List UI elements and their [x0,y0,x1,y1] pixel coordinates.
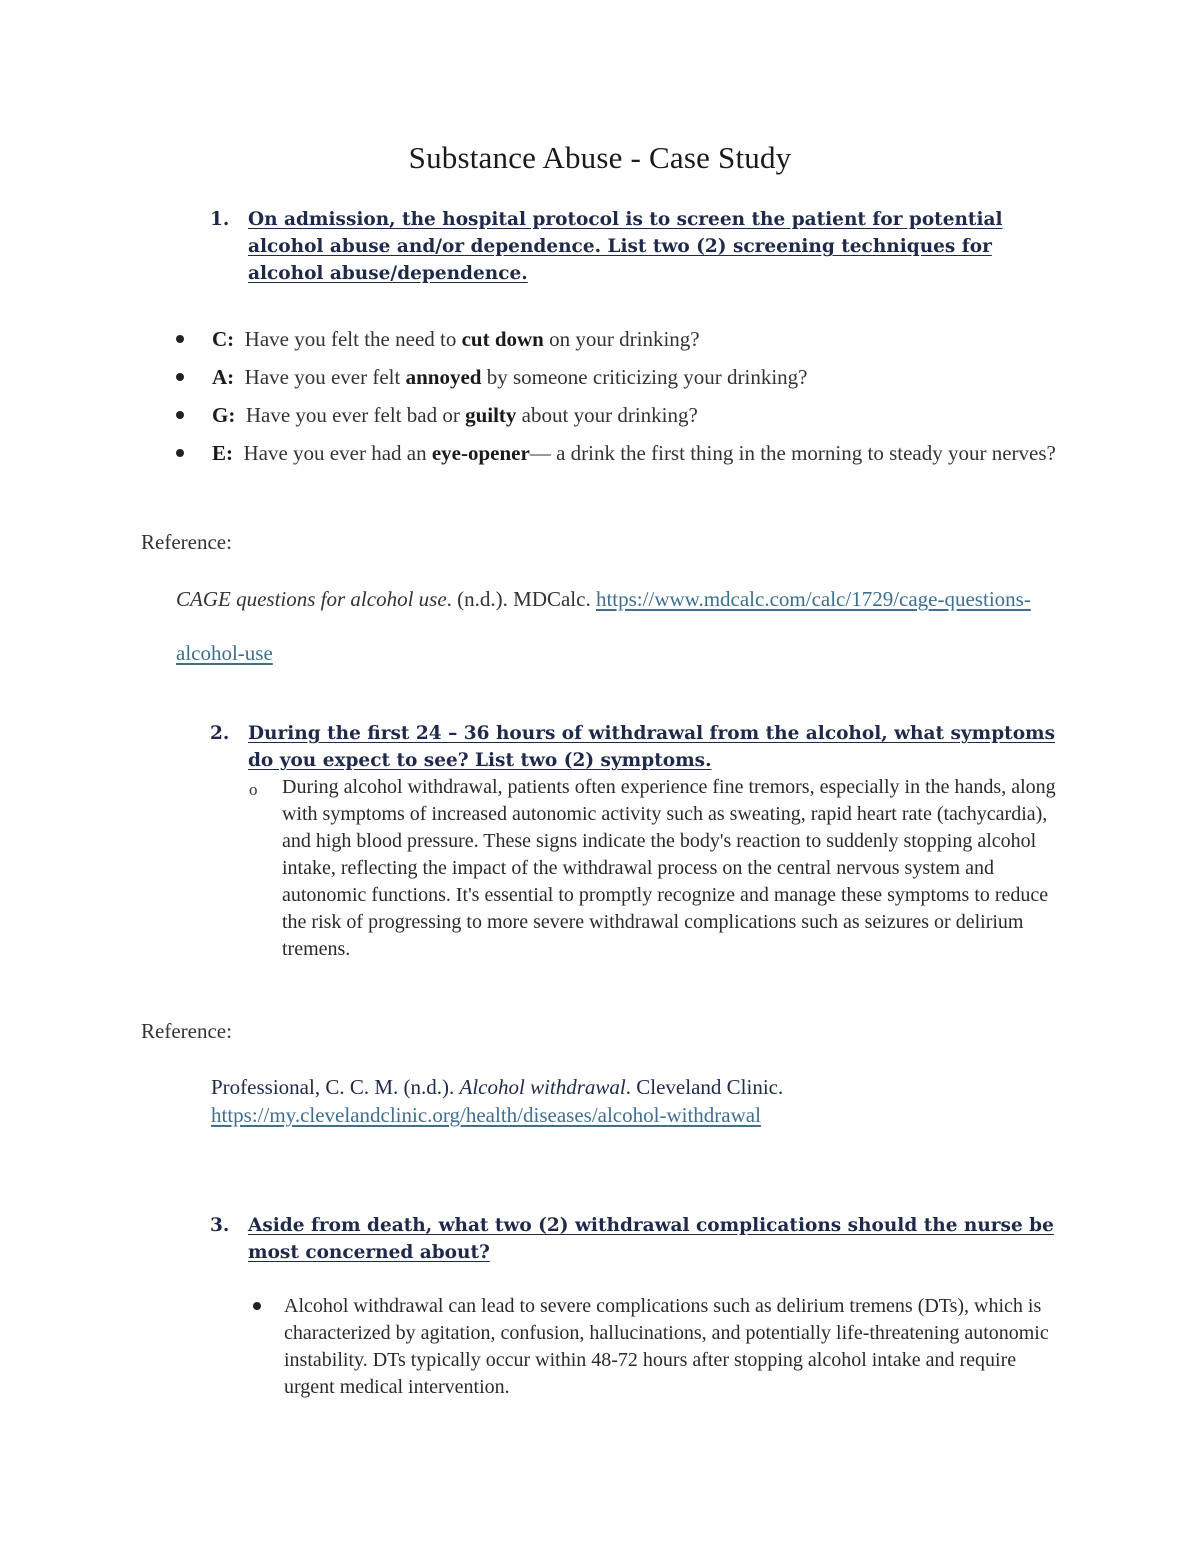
cage-item-c [176,320,1056,358]
answer-2-text: During alcohol withdrawal, patients often experience fine tremors, especially in the hands, along with symptoms of increased autonomic activity such as sweating, rapid heart rate (tachycardia), and high blood pressure. These signs indicate the body's reaction to suddenly stopping alcohol intake, reflecting the impact of the withdrawal process on the central nervous system and autonomic functions. It's essential to promptly recognize and manage these symptoms to reduce the risk of progressing to more severe withdrawal complications such as seizures or delirium tremens. [282,776,1056,960]
question-2 [210,720,1068,774]
reference-1-link[interactable]: https://www.mdcalc.com/calc/1729/cage-questions-alcohol-use [176,587,1031,665]
cage-keyword: eye-opener [431,441,530,465]
cage-letter: E: [212,441,233,465]
bullet-icon [253,1302,261,1310]
reference-label-1: Reference: [141,530,232,554]
answer-3-text: Alcohol withdrawal can lead to severe complications such as delirium tremens (DTs), which is characterized by agitation, confusion, hallucinations, and potentially life-threatening autonomic instability. DTs typically occur within 48-72 hours after stopping alcohol intake and require urgent medical intervention. [284,1295,1049,1398]
cage-question-pre: Have you felt the need to [244,327,462,351]
cage-question-pre: Have you ever felt [244,365,406,389]
cage-question-post: — a drink the first thing in the morning to steady your nerves? [529,441,1056,465]
cage-question-post: about your drinking? [516,403,698,427]
sub-bullet-icon: o [249,780,258,799]
reference-2-link[interactable]: https://my.clevelandclinic.org/health/diseases/alcohol-withdrawal [211,1103,761,1127]
cage-question-pre: Have you ever had an [243,441,432,465]
reference-1-title: CAGE questions for alcohol use [176,587,447,611]
cage-list [176,320,1056,472]
reference-2 [211,1073,811,1129]
question-2-number: 2. [210,723,230,744]
cage-letter: G: [212,403,236,427]
question-2-text: During the first 24 – 36 hours of withdrawal from the alcohol, what symptoms do you expect to see? List two (2) symptoms. [248,723,1056,771]
answer-3 [284,1293,1064,1401]
cage-keyword: cut down [461,327,544,351]
reference-2-rest: . Cleveland Clinic. [625,1075,784,1099]
reference-label-2: Reference: [141,1019,232,1043]
cage-item-e [176,434,1056,472]
reference-1 [176,572,1056,680]
reference-2-title: Alcohol withdrawal [459,1075,626,1099]
bullet-icon [176,449,184,457]
cage-question-post: on your drinking? [543,327,700,351]
bullet-icon [176,411,184,419]
question-3-number: 3. [210,1215,230,1236]
reference-2-author: Professional, C. C. M. (n.d.). [211,1075,460,1099]
cage-question-pre: Have you ever felt bad or [245,403,466,427]
cage-keyword: guilty [465,403,517,427]
reference-1-rest: . (n.d.). MDCalc. [446,587,596,611]
cage-item-g [176,396,1056,434]
document-title: Substance Abuse - Case Study [408,140,792,175]
cage-question-post: by someone criticizing your drinking? [481,365,808,389]
cage-item-a [176,358,1056,396]
question-3-text: Aside from death, what two (2) withdrawal complications should the nurse be most concerned about? [248,1215,1054,1263]
cage-letter: C: [212,327,235,351]
question-1 [210,206,1068,287]
question-1-number: 1. [210,209,230,230]
question-3 [210,1212,1068,1266]
bullet-icon [176,335,184,343]
question-1-text: On admission, the hospital protocol is to screen the patient for potential alcohol abuse and/or dependence. List two (2) screening techniques for alcohol abuse/dependence. [248,209,1003,284]
bullet-icon [176,373,184,381]
cage-keyword: annoyed [405,365,482,389]
cage-letter: A: [212,365,235,389]
answer-2 [249,774,1067,963]
